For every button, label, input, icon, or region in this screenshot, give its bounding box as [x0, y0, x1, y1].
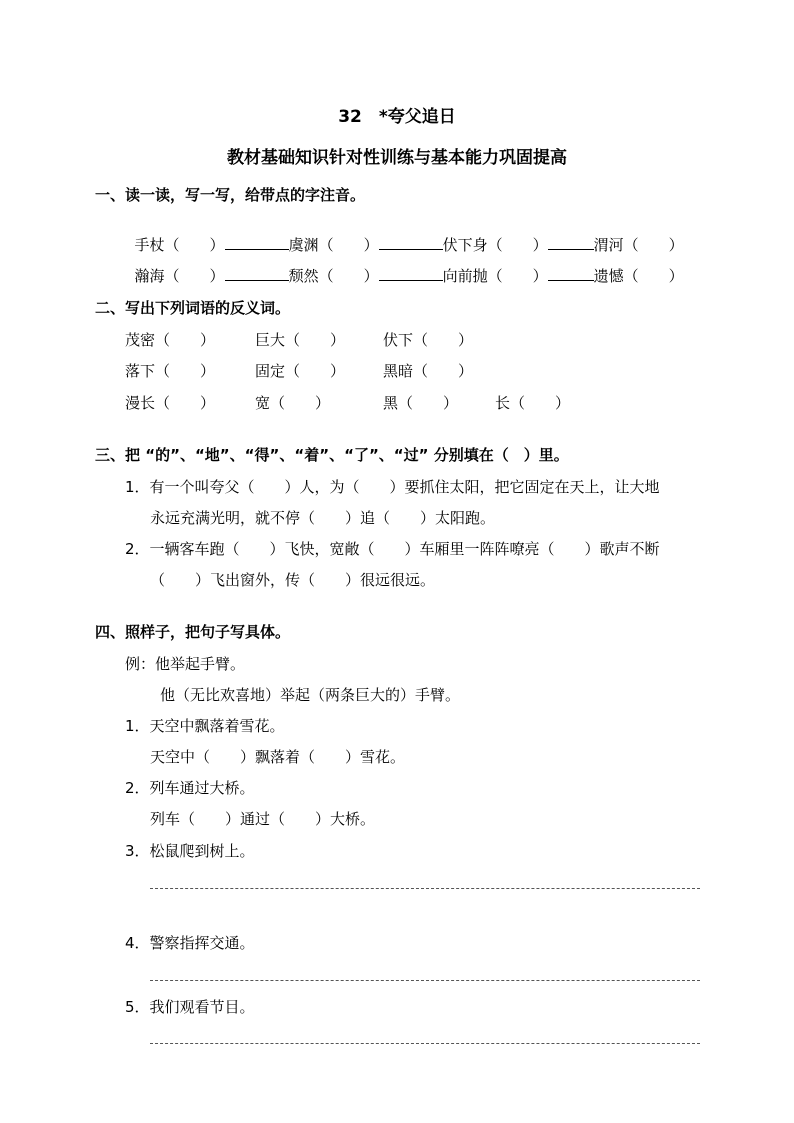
antonym-item: 茂密（ ） [125, 331, 216, 349]
antonym-item: 落下（ ） [125, 362, 216, 380]
section-3-heading: 三、把 “的”、“地”、“得”、“着”、“了”、“过” 分别填在（ ）里。 [95, 446, 569, 464]
s1-word: 向前抛（ ） [442, 267, 548, 285]
s4-question-1: 1．天空中飘落着雪花。 [125, 717, 285, 735]
s4-question-5: 5．我们观看节目。 [125, 998, 255, 1016]
answer-line[interactable] [150, 1043, 700, 1044]
section-4-heading: 四、照样子，把句子写具体。 [95, 623, 291, 641]
antonym-item: 伏下（ ） [383, 331, 474, 349]
s1-word: 手杖（ ） [134, 236, 225, 254]
antonym-item: 固定（ ） [255, 362, 346, 380]
answer-blank[interactable] [379, 279, 443, 281]
antonym-item: 黑（ ） [383, 394, 459, 412]
s3-question-2-line-1: 2．一辆客车跑（ ）飞快，宽敞（ ）车厢里一阵阵嘹亮（ ）歌声不断 [125, 540, 660, 558]
section-1-heading: 一、读一读，写一写，给带点的字注音。 [95, 186, 366, 204]
answer-blank[interactable] [225, 279, 289, 281]
s3-question-2-line-2: （ ）飞出窗外，传（ ）很远很远。 [150, 571, 436, 589]
s3-question-1-line-2: 永远充满光明，就不停（ ）追（ ）太阳跑。 [150, 509, 496, 527]
s4-question-1-fill: 天空中（ ）飘落着（ ）雪花。 [150, 748, 406, 766]
s1-word: 虞渊（ ） [288, 236, 379, 254]
s3-question-1-line-1: 1．有一个叫夸父（ ）人，为（ ）要抓住太阳，把它固定在天上，让大地 [125, 478, 660, 496]
s4-question-2: 2．列车通过大桥。 [125, 779, 255, 797]
antonym-item: 漫长（ ） [125, 394, 216, 412]
s4-example: 例：他举起手臂。 [125, 655, 246, 673]
page-subtitle: 教材基础知识针对性训练与基本能力巩固提高 [227, 148, 567, 168]
antonym-item: 黑暗（ ） [383, 362, 474, 380]
s1-word: 瀚海（ ） [134, 267, 225, 285]
section-2-heading: 二、写出下列词语的反义词。 [95, 299, 291, 317]
answer-line[interactable] [150, 888, 700, 889]
page-title: 32 *夸父追日 [338, 107, 456, 127]
answer-blank[interactable] [548, 279, 594, 281]
s4-question-2-fill: 列车（ ）通过（ ）大桥。 [150, 810, 376, 828]
answer-line[interactable] [150, 980, 700, 981]
antonym-item: 长（ ） [495, 394, 571, 412]
s4-example-answer: 他（无比欢喜地）举起（两条巨大的）手臂。 [160, 686, 461, 704]
s4-question-3: 3．松鼠爬到树上。 [125, 842, 255, 860]
antonym-item: 宽（ ） [255, 394, 331, 412]
s1-word: 遗憾（ ） [593, 267, 684, 285]
s1-word: 伏下身（ ） [442, 236, 548, 254]
s1-row-2 [125, 246, 684, 286]
antonym-item: 巨大（ ） [255, 331, 346, 349]
s1-word: 渭河（ ） [593, 236, 684, 254]
s1-word: 颓然（ ） [288, 267, 379, 285]
s4-question-4: 4．警察指挥交通。 [125, 934, 255, 952]
